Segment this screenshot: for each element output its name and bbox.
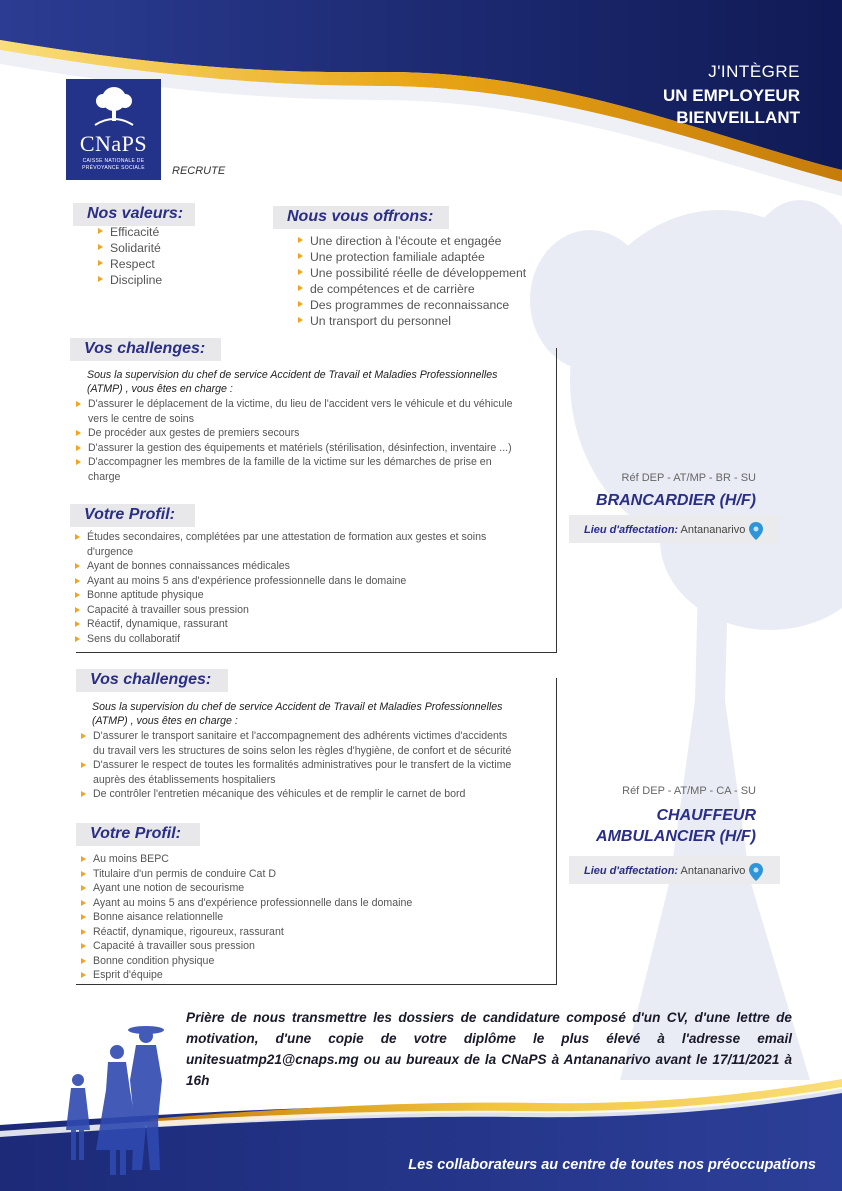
job1-intro: Sous la supervision du chef de service Accident de Travail et Maladies Professionnelles (ATMP) , vous êtes en charge : <box>87 369 498 395</box>
list-item: Sens du collaboratif <box>75 632 525 647</box>
header-line-1: J'INTÈGRE <box>708 62 800 81</box>
header-line-2: UN EMPLOYEUR <box>663 86 800 105</box>
job2-intro: Sous la supervision du chef de service Accident de Travail et Maladies Professionnelles (ATMP) , vous êtes en charge : <box>92 701 503 727</box>
list-item: Respect <box>98 256 162 272</box>
job2-profil-list <box>81 852 531 983</box>
list-item: Une direction à l'écoute et engagée <box>298 233 526 249</box>
list-item: D'accompagner les membres de la famille de la victime sur les démarches de prise en charge <box>76 455 516 484</box>
map-pin-icon <box>749 522 763 538</box>
logo-subtitle-2: PRÉVOYANCE SOCIALE <box>82 165 145 171</box>
list-item: D'assurer le respect de toutes les formalités administratives pour le transfert de la victime auprès des établissements hospitaliers <box>81 758 521 787</box>
list-item: D'assurer la gestion des équipements et matériels (stérilisation, désinfection, inventaire ...) <box>76 441 516 456</box>
footer-tagline: Les collaborateurs au centre de toutes nos préoccupations <box>408 1157 816 1173</box>
list-item: Bonne condition physique <box>81 954 531 969</box>
job2-location <box>569 856 780 884</box>
map-pin-icon <box>749 863 763 879</box>
recrute-label: RECRUTE <box>172 165 226 177</box>
list-item: Titulaire d'un permis de conduire Cat D <box>81 867 531 882</box>
list-item: Un transport du personnel <box>298 313 526 329</box>
job1-profil-heading: Votre Profil: <box>70 504 195 527</box>
list-item: de compétences et de carrière <box>298 281 526 297</box>
list-item: De procéder aux gestes de premiers secours <box>76 426 516 441</box>
valeurs-heading: Nos valeurs: <box>73 203 195 226</box>
list-item: Esprit d'équipe <box>81 968 531 983</box>
location-value: Antananarivo <box>680 864 746 877</box>
job2-challenges-heading: Vos challenges: <box>76 669 228 692</box>
list-item: Réactif, dynamique, rassurant <box>75 617 525 632</box>
location-value: Antananarivo <box>680 523 746 536</box>
list-item: Ayant au moins 5 ans d'expérience professionnelle dans le domaine <box>75 574 525 589</box>
job1-title: BRANCARDIER (H/F) <box>596 492 756 509</box>
location-label: Lieu d'affectation: <box>584 523 679 536</box>
list-item: Une protection familiale adaptée <box>298 249 526 265</box>
family-silhouette <box>62 1020 182 1191</box>
job2-profil-heading: Votre Profil: <box>76 823 200 846</box>
job1-location <box>569 515 780 543</box>
list-item: Ayant au moins 5 ans d'expérience professionnelle dans le domaine <box>81 896 531 911</box>
list-item: D'assurer le transport sanitaire et l'accompagnement des adhérents victimes d'accidents du travail vers les structures de soins selon les règles d'hygiène, de confort et de sécurité <box>81 729 521 758</box>
list-item: Discipline <box>98 272 162 288</box>
logo-name: CNaPS <box>79 131 148 156</box>
list-item: D'assurer le déplacement de la victime, du lieu de l'accident vers le véhicule et du véhicule vers le centre de soins <box>76 397 516 426</box>
list-item: Solidarité <box>98 240 162 256</box>
job2-title-line-2: AMBULANCIER (H/F) <box>596 828 756 845</box>
list-item: Au moins BEPC <box>81 852 531 867</box>
job2-reference: Réf DEP - AT/MP - CA - SU <box>622 785 756 797</box>
list-item: Ayant une notion de secourisme <box>81 881 531 896</box>
tree-icon <box>93 83 135 129</box>
list-item: Études secondaires, complétées par une attestation de formation aux gestes et soins d'urgence <box>75 530 525 559</box>
job1-profil-list <box>75 530 525 646</box>
location-label: Lieu d'affectation: <box>584 864 679 877</box>
logo-subtitle-1: CAISSE NATIONALE DE <box>82 158 145 164</box>
list-item: Capacité à travailler sous pression <box>75 603 525 618</box>
application-instructions: Prière de nous transmettre les dossiers de candidature composé d'un CV, d'une lettre de motivation, d'une copie de votre diplôme le plus élevé à l'adresse email unitesuatmp21@cnaps.mg ou au bureaux de la CNaPS à Antananarivo avant le 17/11/2021 à 16h <box>186 1010 792 1088</box>
list-item: Bonne aisance relationnelle <box>81 910 531 925</box>
header-line-3: BIENVEILLANT <box>676 108 800 127</box>
list-item: Ayant de bonnes connaissances médicales <box>75 559 525 574</box>
list-item: Réactif, dynamique, rigoureux, rassurant <box>81 925 531 940</box>
list-item: Bonne aptitude physique <box>75 588 525 603</box>
job1-challenges-list <box>76 397 516 484</box>
list-item: Une possibilité réelle de développement <box>298 265 526 281</box>
valeurs-list <box>98 224 162 288</box>
list-item: Efficacité <box>98 224 162 240</box>
job2-challenges-list <box>81 729 521 802</box>
list-item: Capacité à travailler sous pression <box>81 939 531 954</box>
job2-title-line-1: CHAUFFEUR <box>656 807 756 824</box>
offrons-heading: Nous vous offrons: <box>273 206 449 229</box>
cnaps-logo <box>66 79 161 180</box>
job1-reference: Réf DEP - AT/MP - BR - SU <box>621 472 756 484</box>
list-item: Des programmes de reconnaissance <box>298 297 526 313</box>
offrons-list <box>298 233 526 329</box>
list-item: De contrôler l'entretien mécanique des véhicules et de remplir le carnet de bord <box>81 787 521 802</box>
job1-challenges-heading: Vos challenges: <box>70 338 221 361</box>
